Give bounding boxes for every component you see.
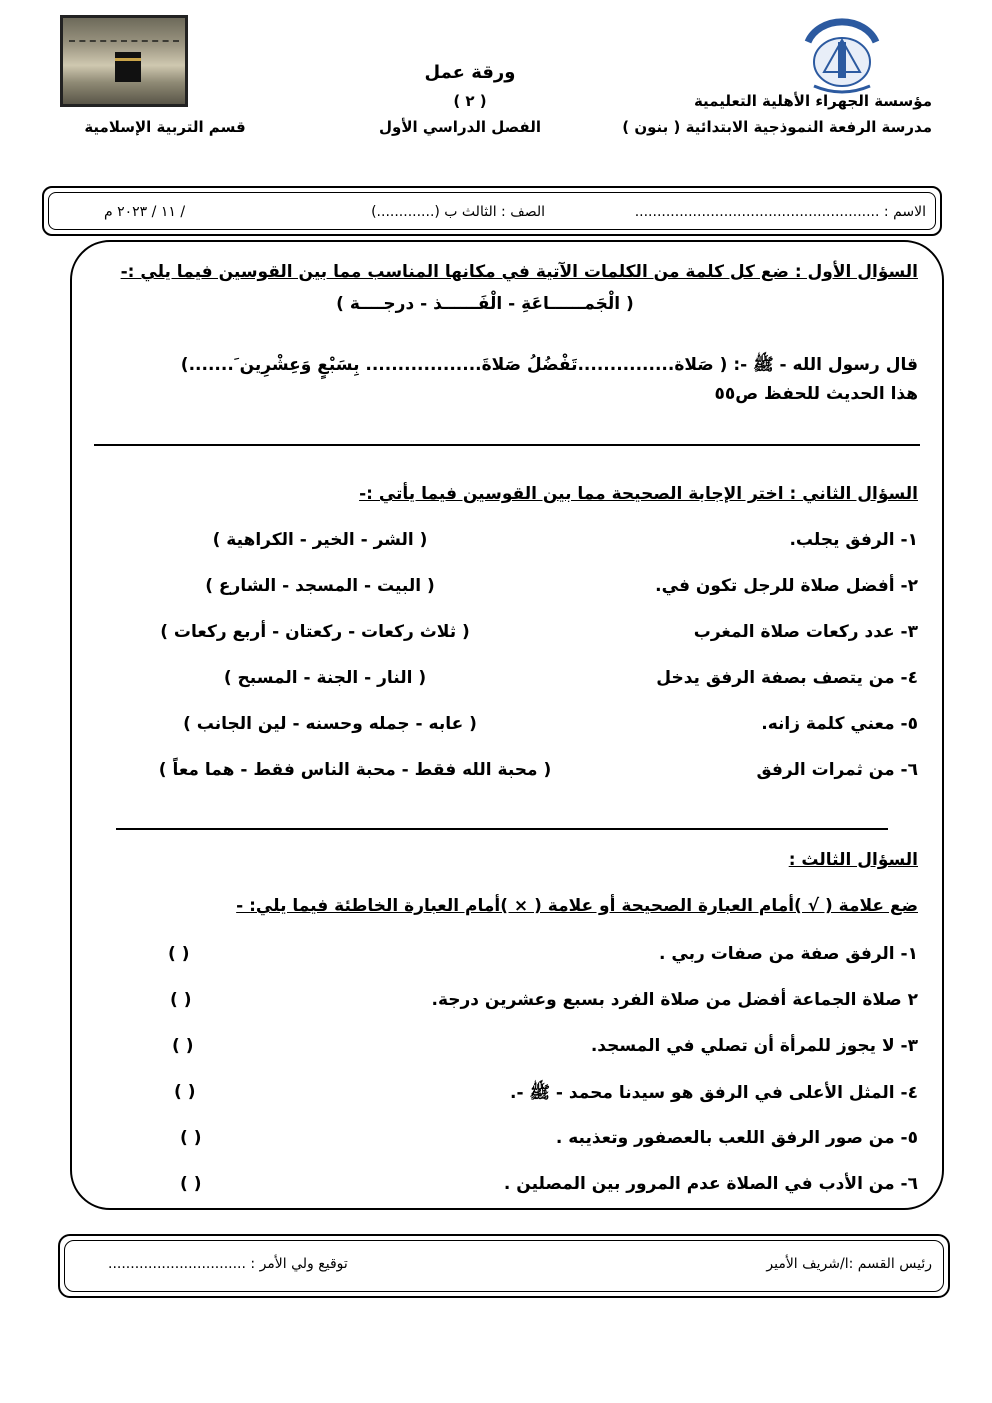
q3-statement-3: ٣- لا يجوز للمرأة أن تصلي في المسجد. [590, 1036, 918, 1056]
semester: الفصل الدراسي الأول [379, 118, 541, 136]
q3-title: السؤال الثالث : [788, 850, 918, 870]
q2-question-6: ٦- من ثمرات الرفق [756, 760, 918, 780]
q3-answer-6[interactable]: ( ) [180, 1174, 202, 1194]
q3-statement-1: ١- الرفق صفة من صفات ربي . [659, 944, 918, 964]
q2-options-4[interactable]: ( النار - الجنة - المسبح ) [223, 668, 427, 688]
q2-question-5: ٥- معني كلمة زانه. [761, 714, 918, 734]
q3-answer-4[interactable]: ( ) [174, 1082, 196, 1102]
q3-statement-5: ٥- من صور الرفق اللعب بالعصفور وتعذيبه . [555, 1128, 918, 1148]
q1-word-bank: ( الْجَمــــــاعَةِ - الْفَــــــذ - درجــــة ) [336, 294, 634, 314]
q3-statement-4: ٤- المثل الأعلى في الرفق هو سيدنا محمد - ﷺ -. [510, 1083, 918, 1103]
footer-box [58, 1234, 950, 1298]
q2-options-6[interactable]: ( محبة الله فقط - محبة الناس فقط - هما معاً ) [158, 760, 552, 780]
q3-answer-3[interactable]: ( ) [172, 1036, 194, 1056]
sheet-number: ( ٢ ) [453, 92, 487, 110]
q2-options-3[interactable]: ( ثلاث ركعات - ركعتان - أربع ركعات ) [160, 622, 470, 642]
q2-options-5[interactable]: ( عابه - جمله وحسنه - لين الجانب ) [183, 714, 477, 734]
kaaba-photo [60, 15, 188, 107]
q2-question-2: ٢- أفضل صلاة للرجل تكون في. [655, 576, 918, 596]
student-name-field[interactable]: الاسم : ....................................................... [634, 204, 926, 220]
sheet-title: ورقة عمل [424, 62, 516, 83]
department: قسم التربية الإسلامية [84, 118, 246, 136]
q3-statement-2: ٢ صلاة الجماعة أفضل من صلاة الفرد بسبع وعشرين درجة. [431, 990, 918, 1010]
q3-answer-5[interactable]: ( ) [180, 1128, 202, 1148]
q2-title: السؤال الثاني : اختر الإجابة الصحيحة مما بين القوسين فيما يأتي :- [359, 484, 918, 504]
institution-name: مؤسسة الجهراء الأهلية التعليمية [693, 92, 932, 110]
q2-question-1: ١- الرفق يجلب. [789, 530, 918, 550]
q2-options-1[interactable]: ( الشر - الخير - الكراهية ) [212, 530, 428, 550]
school-name: مدرسة الرفعة النموذجية الابتدائية ( بنون ) [622, 118, 932, 136]
q2-question-3: ٣- عدد ركعات صلاة المغرب [693, 622, 918, 642]
info-bar [42, 186, 942, 236]
q1-hadith[interactable]: قال رسول الله - ﷺ -: ( صَلاة...............تَفْضُلُ صَلاةَ.................. بِسَبْعٍ وَعِشْرِين َ.......) [180, 355, 918, 375]
date-field: / ١١ / ٢٠٢٣ م [104, 204, 186, 220]
divider [94, 444, 920, 446]
divider [116, 828, 888, 830]
q3-answer-1[interactable]: ( ) [168, 944, 190, 964]
q3-instruction: ضع علامة ( √ )أمام العبارة الصحيحة أو علامة ( × )أمام العبارة الخاطئة فيما يلي: - [236, 896, 918, 916]
guardian-signature-field[interactable]: توقيع ولي الأمر : ............................... [108, 1256, 348, 1272]
q3-statement-6: ٦- من الأدب في الصلاة عدم المرور بين المصلين . [503, 1174, 918, 1194]
school-seal-icon [800, 12, 884, 96]
q3-answer-2[interactable]: ( ) [170, 990, 192, 1010]
department-head: رئيس القسم :ا/شريف الأمير [766, 1256, 932, 1272]
q1-title: السؤال الأول : ضع كل كلمة من الكلمات الآتية في مكانها المناسب مما بين القوسين فيما يلي :- [120, 262, 918, 282]
q1-note: هذا الحديث للحفظ ص٥٥ [714, 384, 918, 404]
q2-question-4: ٤- من يتصف بصفة الرفق يدخل [656, 668, 918, 688]
grade-field: الصف : الثالث ب (.............) [371, 204, 545, 220]
q2-options-2[interactable]: ( البيت - المسجد - الشارع ) [205, 576, 435, 596]
